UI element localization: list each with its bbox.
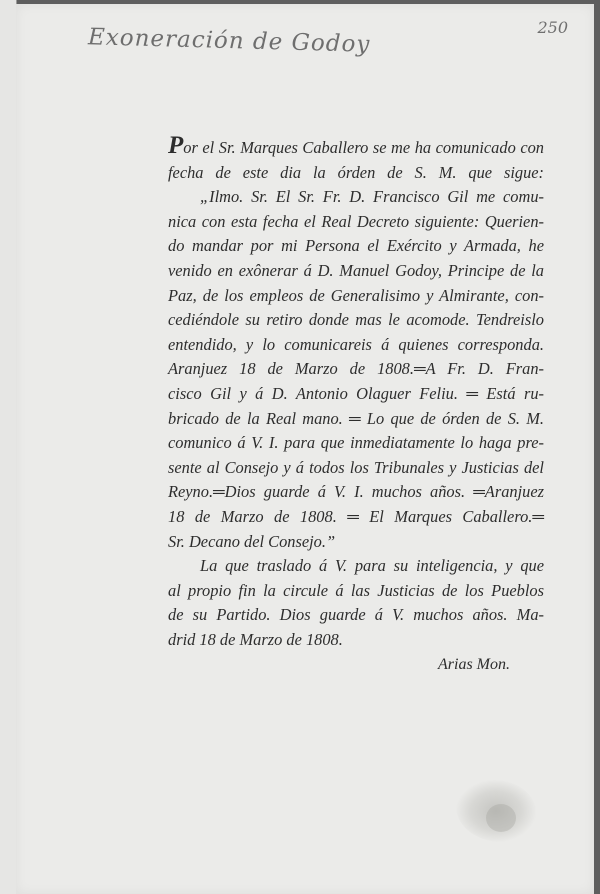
text-line-content: 18 de Marzo de 1808. ═ El Marques Caballero.═ [168, 506, 544, 526]
text-line-content: „Ilmo. Sr. El Sr. Fr. D. Francisco Gil me comu- [200, 187, 544, 207]
signature: Arias Mon. [438, 656, 510, 673]
text-line [168, 579, 544, 604]
text-line-content: comunico á V. I. para que inmediatamente lo haga pre- [168, 433, 544, 453]
text-line [168, 333, 544, 358]
text-line-content: de su Partido. Dios guarde á V. muchos años. Ma- [168, 605, 544, 625]
text-line-content: Sr. Decano del Consejo.” [168, 531, 336, 551]
text-line-content: drid 18 de Marzo de 1808. [168, 629, 343, 649]
text-line-content: Reyno.═Dios guarde á V. I. muchos años. ═Aranjuez [168, 482, 544, 502]
text-line-content: nica con esta fecha el Real Decreto siguiente: Querien- [168, 211, 544, 231]
drop-cap: P [168, 132, 184, 159]
text-line [168, 308, 544, 333]
text-line [168, 357, 544, 382]
text-line-content: venido en exônerar á D. Manuel Godoy, Principe de la [168, 260, 544, 280]
text-line [168, 210, 544, 235]
adjacent-page-edge [0, 0, 17, 894]
handwritten-annotation: Exoneración de Godoy [87, 24, 371, 58]
text-line-content: La que traslado á V. para su inteligencia, y que [200, 556, 544, 576]
text-line-content: cisco Gil y á D. Antonio Olaguer Feliu. ═ Está ru- [168, 383, 544, 403]
text-line [168, 185, 544, 210]
text-line [168, 134, 544, 161]
text-line-content: fecha de este dia la órden de S. M. que sigue: [168, 162, 544, 182]
text-line-content: bricado de la Real mano. ═ Lo que de órden de S. M. [168, 408, 544, 428]
text-line [168, 554, 544, 579]
text-line [168, 234, 544, 259]
text-line [168, 505, 544, 530]
text-line-content: or el Sr. Marques Caballero se me ha comunicado con [183, 138, 544, 157]
paper-stain-core [486, 804, 516, 832]
text-line [168, 480, 544, 505]
text-line [168, 431, 544, 456]
text-line [168, 259, 544, 284]
text-line-content: sente al Consejo y á todos los Tribunales y Justicias del [168, 457, 544, 477]
text-line [168, 530, 544, 555]
text-line [168, 628, 544, 653]
text-line [168, 161, 544, 186]
text-line [168, 284, 544, 309]
text-line-content: Aranjuez 18 de Marzo de 1808.═A Fr. D. Fran- [168, 359, 544, 379]
text-line-content: al propio fin la circule á las Justicias de los Pueblos [168, 580, 544, 600]
text-line-content: do mandar por mi Persona el Exército y Armada, he [168, 236, 544, 256]
text-line-content: cediéndole su retiro donde mas le acomode. Tendreislo [168, 310, 544, 330]
decree-text [168, 134, 544, 652]
text-line [168, 603, 544, 628]
text-line-content: entendido, y lo comunicareis á quienes corresponda. [168, 334, 544, 354]
text-line [168, 407, 544, 432]
folio-number: 250 [537, 18, 568, 37]
text-line [168, 382, 544, 407]
text-line [168, 456, 544, 481]
text-line-content: Paz, de los empleos de Generalisimo y Almirante, con- [168, 285, 544, 305]
